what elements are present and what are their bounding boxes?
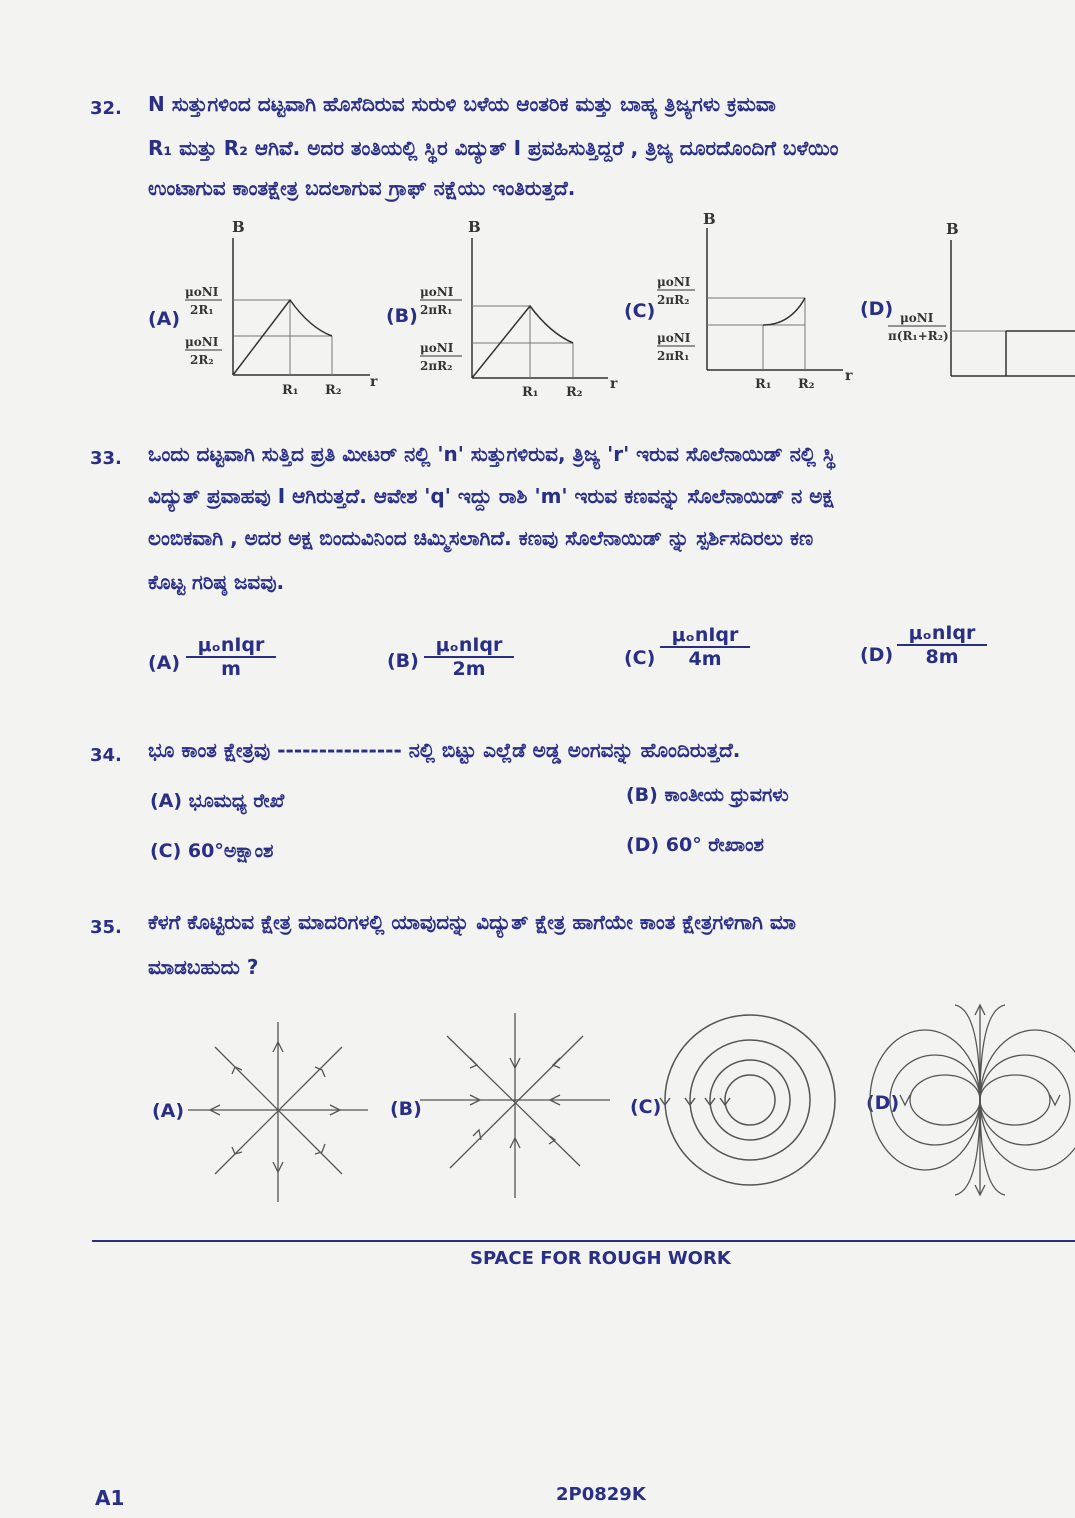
q33-text-line-2: ವಿದ್ಯುತ್ ಪ್ರವಾಹವು I ಆಗಿರುತ್ತದೆ. ಆವೇಶ 'q' ಇದ್ದು ರಾಶಿ 'm' ಇರುವ ಕಣವನ್ನು ಸೊಲೆನಾಯಿಡ್ ನ ಅಕ್ಷ [148, 484, 834, 508]
svg-text:R₁: R₁ [755, 377, 772, 392]
svg-text:r: r [610, 376, 618, 392]
svg-text:μoNI: μoNI [657, 275, 691, 289]
q32-option-b-label: (B) [386, 305, 418, 327]
paper-code: 2P0829K [556, 1484, 646, 1505]
q32-graph-d [880, 218, 1075, 398]
q33-option-b-label: (B) [387, 650, 419, 672]
q35-field-b-diagram [415, 1008, 615, 1208]
q32-text-line-3: ಉಂಟಾಗುವ ಕಾಂತಕ್ಷೇತ್ರ ಬದಲಾಗುವ ಗ್ರಾಫ್ ನಕ್ಷೆಯು ಇಂತಿರುತ್ತದೆ. [148, 176, 576, 200]
q34-option-c: (C) 60°ಅಕ್ಷಾಂಶ [150, 840, 274, 862]
q32-graph-b [418, 218, 638, 398]
q32-option-a-label: (A) [148, 308, 181, 330]
q35-field-c-diagram [660, 1000, 860, 1200]
q35-field-a-diagram [180, 1012, 380, 1212]
svg-text:R₁: R₁ [522, 385, 539, 400]
q33-option-a-fraction: μₒnIqr m [186, 634, 276, 680]
q33-option-c-label: (C) [624, 647, 656, 669]
q33-text-line-4: ಕೊಟ್ಟ ಗರಿಷ್ಠ ಜವವು. [148, 570, 285, 594]
svg-text:r: r [370, 374, 378, 390]
question-number-33: 33. [90, 448, 122, 469]
svg-text:μoNI: μoNI [900, 311, 934, 325]
svg-text:2R₂: 2R₂ [190, 353, 214, 367]
q33-option-a-label: (A) [148, 652, 181, 674]
svg-text:R₂: R₂ [566, 385, 583, 400]
q35-option-d-label: (D) [866, 1092, 900, 1114]
question-number-34: 34. [90, 745, 122, 766]
q32-text-line-2: R₁ ಮತ್ತು R₂ ಆಗಿವೆ. ಅದರ ತಂತಿಯಲ್ಲಿ ಸ್ಥಿರ ವಿದ್ಯುತ್ I ಪ್ರವಹಿಸುತ್ತಿದ್ದರೆ , ತ್ರಿಜ್ಯ ದೂರದೊಂದಿಗೆ ಬಳೆಯಿಂ [148, 136, 839, 160]
svg-text:2R₁: 2R₁ [190, 303, 214, 317]
svg-text:2πR₂: 2πR₂ [657, 293, 690, 307]
rough-work-label: SPACE FOR ROUGH WORK [470, 1248, 731, 1269]
q33-option-b-fraction: μₒnIqr 2m [424, 634, 514, 680]
q35-field-d-diagram [885, 1000, 1075, 1200]
q33-option-d-label: (D) [860, 644, 894, 666]
svg-text:R₂: R₂ [798, 377, 815, 392]
q33-option-d-fraction: μₒnIqr 8m [897, 622, 987, 668]
svg-text:μoNI: μoNI [185, 285, 219, 299]
svg-text:2πR₂: 2πR₂ [420, 359, 453, 373]
q33-text-line-3: ಲಂಬಿಕವಾಗಿ , ಅದರ ಅಕ್ಷ ಬಿಂದುವಿನಿಂದ ಚಿಮ್ಮಿಸಲಾಗಿದೆ. ಕಣವು ಸೊಲೆನಾಯಿಡ್ ನ್ನು ಸ್ಪರ್ಶಿಸದಿರಲು ಕಣ [148, 526, 814, 550]
question-number-35: 35. [90, 917, 122, 938]
svg-text:π(R₁+R₂): π(R₁+R₂) [888, 329, 949, 343]
q34-option-b: (B) ಕಾಂತೀಯ ಧ್ರುವಗಳು [626, 784, 789, 806]
axis-y-label: B [232, 218, 245, 236]
svg-text:B: B [468, 218, 481, 236]
svg-text:2πR₁: 2πR₁ [420, 303, 453, 317]
q34-option-d: (D) 60° ರೇಖಾಂಶ [626, 834, 764, 856]
svg-text:μoNI: μoNI [420, 341, 454, 355]
q32-graph-c [655, 210, 875, 390]
svg-text:B: B [946, 220, 959, 238]
q32-option-c-label: (C) [624, 300, 656, 322]
rough-work-divider [92, 1240, 1075, 1242]
svg-text:R₁: R₁ [282, 383, 299, 398]
q32-option-d-label: (D) [860, 298, 894, 320]
q35-option-c-label: (C) [630, 1096, 662, 1118]
q32-text-line-1: N ಸುತ್ತುಗಳಿಂದ ದಟ್ಟವಾಗಿ ಹೊಸೆದಿರುವ ಸುರುಳಿ ಬಳೆಯ ಆಂತರಿಕ ಮತ್ತು ಬಾಹ್ಯ ತ್ರಿಜ್ಯಗಳು ಕ್ರಮವಾ [148, 92, 776, 116]
q35-option-b-label: (B) [390, 1098, 422, 1120]
question-number-32: 32. [90, 98, 122, 119]
svg-text:μoNI: μoNI [420, 285, 454, 299]
q32-graph-a [180, 218, 400, 398]
svg-text:μoNI: μoNI [657, 331, 691, 345]
q35-text-line-1: ಕೆಳಗೆ ಕೊಟ್ಟಿರುವ ಕ್ಷೇತ್ರ ಮಾದರಿಗಳಲ್ಲಿ ಯಾವುದನ್ನು ವಿದ್ಯುತ್ ಕ್ಷೇತ್ರ ಹಾಗೆಯೇ ಕಾಂತ ಕ್ಷೇತ್ರಗಳಿಗಾಗಿ ಮಾ [148, 910, 796, 934]
svg-text:R₂: R₂ [325, 383, 342, 398]
svg-text:μoNI: μoNI [185, 335, 219, 349]
q33-option-c-fraction: μₒnIqr 4m [660, 624, 750, 670]
svg-text:r: r [845, 368, 853, 384]
svg-text:B: B [703, 210, 716, 228]
q33-text-line-1: ಒಂದು ದಟ್ಟವಾಗಿ ಸುತ್ತಿದ ಪ್ರತಿ ಮೀಟರ್ ನಲ್ಲಿ 'n' ಸುತ್ತುಗಳಿರುವ, ತ್ರಿಜ್ಯ 'r' ಇರುವ ಸೊಲೆನಾಯಿಡ್ ನಲ್ಲಿ ಸ್ಥಿ [148, 442, 836, 466]
q35-text-line-2: ಮಾಡಬಹುದು ? [148, 955, 259, 979]
q34-option-a: (A) ಭೂಮಧ್ಯ ರೇಖೆ [150, 790, 285, 812]
q35-option-a-label: (A) [152, 1100, 185, 1122]
svg-text:2πR₁: 2πR₁ [657, 349, 690, 363]
q34-text: ಭೂ ಕಾಂತ ಕ್ಷೇತ್ರವು --------------- ನಲ್ಲಿ ಬಿಟ್ಟು ಎಲ್ಲೆಡೆ ಅಡ್ಡ ಅಂಗವನ್ನು ಹೊಂದಿರುತ್ತದೆ. [148, 738, 741, 762]
page-section-code: A1 [95, 1486, 125, 1510]
